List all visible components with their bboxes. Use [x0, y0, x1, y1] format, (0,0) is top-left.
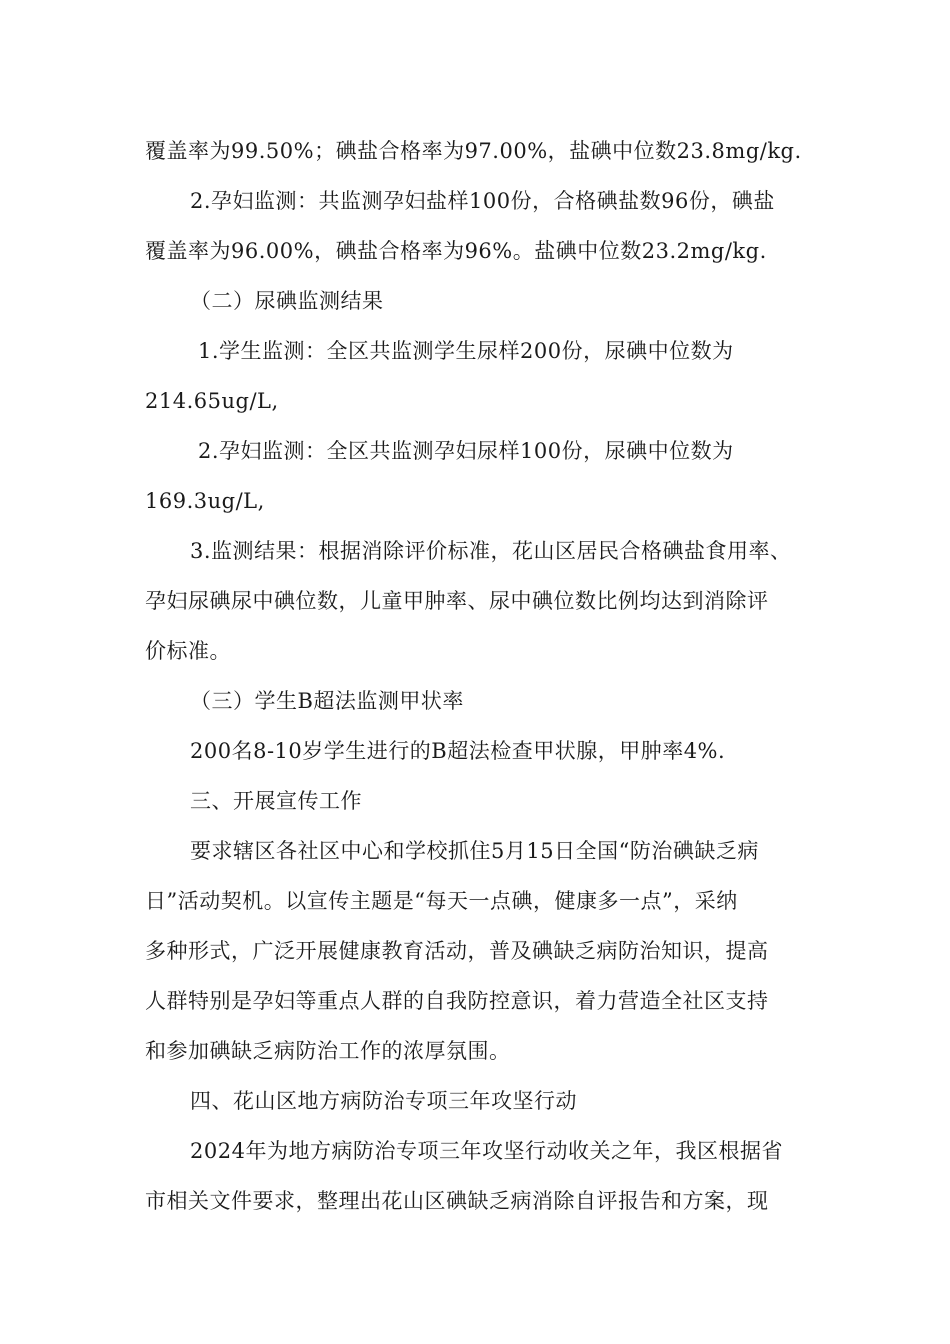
body-line: 多种形式，广泛开展健康教育活动，普及碘缺乏病防治知识，提高: [145, 939, 769, 963]
body-line: 要求辖区各社区中心和学校抓住5月15日全国“防治碘缺乏病: [190, 839, 759, 863]
section-heading: （二）尿碘监测结果: [190, 289, 384, 313]
body-line: 孕妇尿碘尿中碘位数，儿童甲肿率、尿中碘位数比例均达到消除评: [145, 589, 769, 613]
body-line: 2.孕妇监测：全区共监测孕妇尿样100份，尿碘中位数为: [198, 439, 734, 463]
body-line: 和参加碘缺乏病防治工作的浓厚氛围。: [145, 1039, 511, 1063]
body-line: 3.监测结果：根据消除评价标准，花山区居民合格碘盐食用率、: [190, 539, 792, 563]
body-line: 2024年为地方病防治专项三年攻坚行动收关之年，我区根据省: [190, 1139, 783, 1163]
body-line: 214.65ug/L,: [145, 389, 279, 413]
body-line: 1.学生监测：全区共监测学生尿样200份，尿碘中位数为: [198, 339, 734, 363]
section-heading: （三）学生B超法监测甲状率: [190, 689, 464, 713]
body-line: 日”活动契机。以宣传主题是“每天一点碘，健康多一点”，采纳: [145, 889, 738, 913]
section-heading: 三、开展宣传工作: [190, 789, 362, 813]
body-line: 覆盖率为99.50%；碘盐合格率为97.00%，盐碘中位数23.8mg/kg.: [145, 139, 802, 163]
body-line: 2.孕妇监测：共监测孕妇盐样100份，合格碘盐数96份，碘盐: [190, 189, 775, 213]
body-line: 覆盖率为96.00%，碘盐合格率为96%。盐碘中位数23.2mg/kg.: [145, 239, 767, 263]
body-line: 市相关文件要求，整理出花山区碘缺乏病消除自评报告和方案，现: [145, 1189, 769, 1213]
body-line: 200名8-10岁学生进行的B超法检查甲状腺，甲肿率4%.: [190, 739, 726, 763]
section-heading: 四、花山区地方病防治专项三年攻坚行动: [190, 1089, 577, 1113]
body-line: 价标准。: [145, 639, 231, 663]
body-line: 169.3ug/L,: [145, 489, 265, 513]
body-line: 人群特别是孕妇等重点人群的自我防控意识，着力营造全社区支持: [145, 989, 769, 1013]
